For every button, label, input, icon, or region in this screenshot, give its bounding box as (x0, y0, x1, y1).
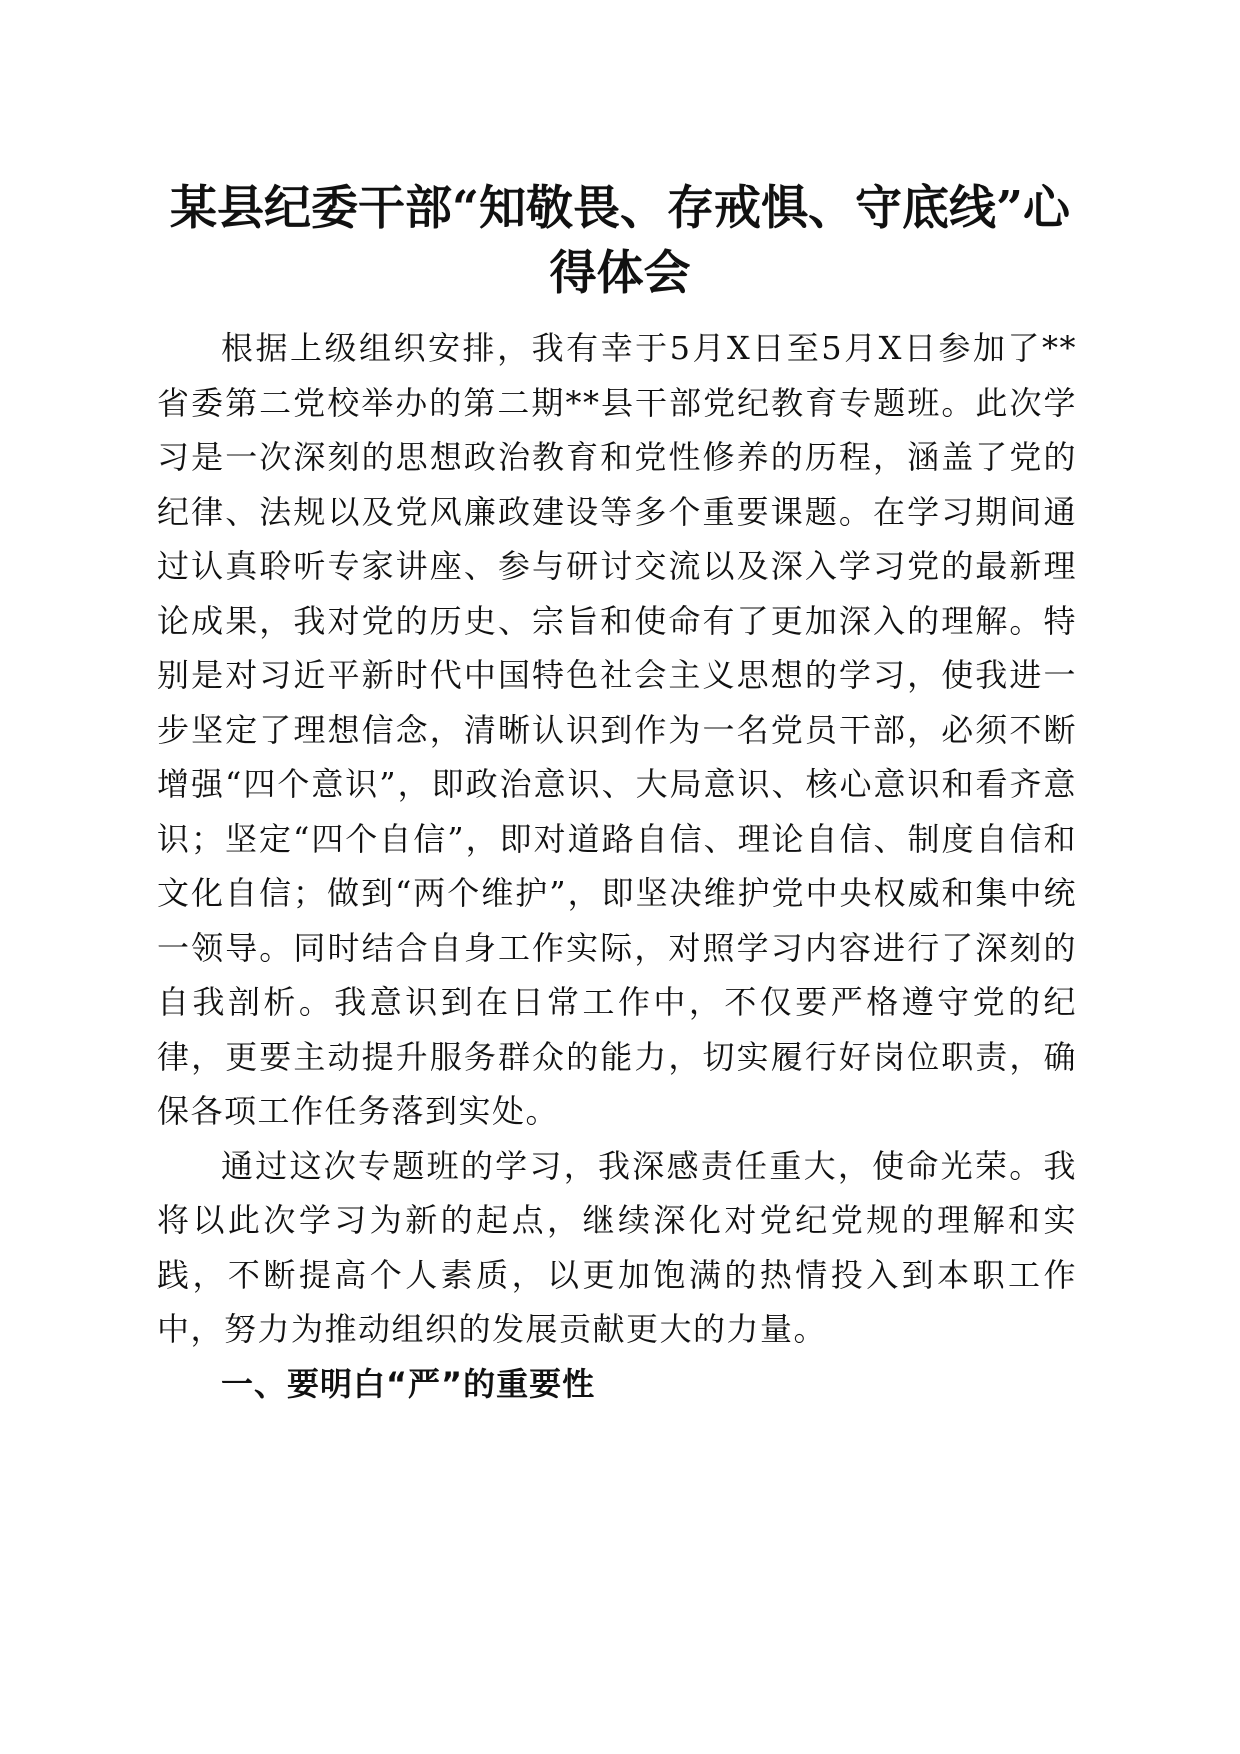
document-title: 某县纪委干部“知敬畏、存戒惧、守底线”心得体会 (169, 181, 1071, 301)
paragraph-2: 通过这次专题班的学习，我深感责任重大，使命光荣。我将以此次学习为新的起点，继续深化对党纪党规的理解和实践，不断提高个人素质，以更加饱满的热情投入到本职工作中，努力为推动组织的发展贡献更大的力量。 (157, 1146, 1077, 1348)
section-heading: 一、要明白“严”的重要性 (221, 1364, 596, 1403)
document-body (157, 321, 1077, 1411)
paragraph-1: 根据上级组织安排，我有幸于5月X日至5月X日参加了**省委第二党校举办的第二期**县干部党纪教育专题班。此次学习是一次深刻的思想政治教育和党性修养的历程，涵盖了党的纪律、法规以及党风廉政建设等多个重要课题。在学习期间通过认真聆听专家讲座、参与研讨交流以及深入学习党的最新理论成果，我对党的历史、宗旨和使命有了更加深入的理解。特别是对习近平新时代中国特色社会主义思想的学习，使我进一步坚定了理想信念，清晰认识到作为一名党员干部，必须不断增强“四个意识”，即政治意识、大局意识、核心意识和看齐意识；坚定“四个自信”，即对道路自信、理论自信、制度自信和文化自信；做到“两个维护”，即坚决维护党中央权威和集中统一领导。同时结合自身工作实际，对照学习内容进行了深刻的自我剖析。我意识到在日常工作中，不仅要严格遵守党的纪律，更要主动提升服务群众的能力，切实履行好岗位职责，确保各项工作任务落到实处。 (157, 329, 1077, 1130)
